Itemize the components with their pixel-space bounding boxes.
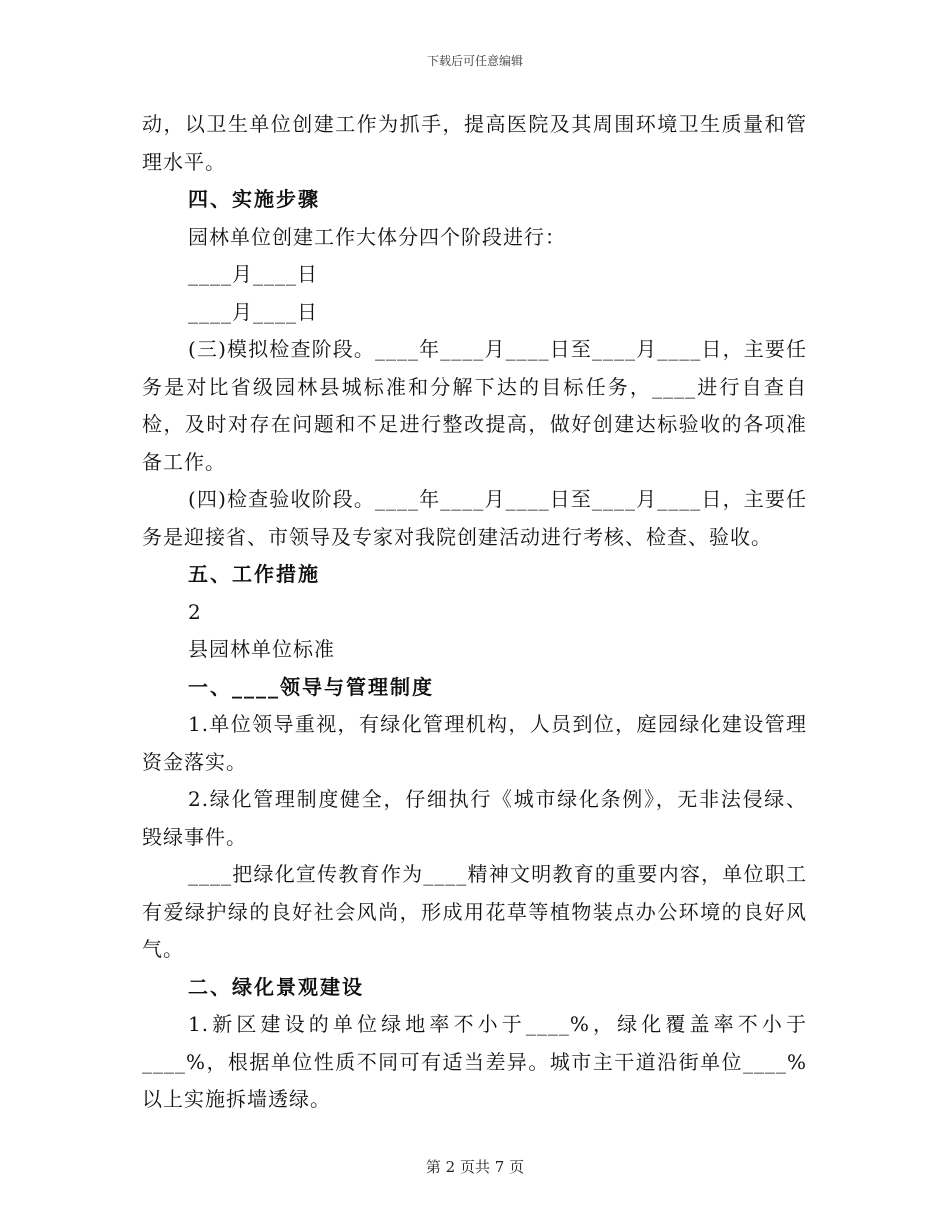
list-item-greenery-rate: 1.新区建设的单位绿地率不小于____%，绿化覆盖率不小于____%，根据单位性质不同可有适当差异。城市主干道沿街单位____%以上实施拆墙透绿。: [142, 1012, 807, 1111]
subtitle-standard: 县园林单位标准: [188, 637, 335, 661]
section-heading-landscape: 二、绿化景观建设: [188, 974, 364, 999]
document-body: [142, 106, 807, 1119]
section-heading-measures: 五、工作措施: [188, 562, 320, 586]
paragraph-number: 2: [188, 599, 202, 624]
paragraph-continuation: 动，以卫生单位创建工作为抓手，提高医院及其周围环境卫生质量和管理水平。: [142, 112, 807, 174]
section-heading-steps: 四、实施步骤: [188, 187, 320, 211]
paragraph-education: ____把绿化宣传教育作为____精神文明教育的重要内容，单位职工有爱绿护绿的良好社会风尚，形成用花草等植物装点办公环境的良好风气。: [142, 862, 807, 961]
paragraph-acceptance-inspection: (四)检查验收阶段。____年____月____日至____月____日，主要任务是迎接省、市领导及专家对我院创建活动进行考核、检查、验收。: [142, 487, 807, 549]
section-heading-leadership: 一、____领导与管理制度: [188, 674, 434, 699]
list-item-1: 1.单位领导重视，有绿化管理机构，人员到位，庭园绿化建设管理资金落实。: [142, 712, 807, 774]
list-item-2: 2.绿化管理制度健全，仔细执行《城市绿化条例》，无非法侵绿、毁绿事件。: [142, 787, 807, 849]
page-footer: 第 2 页共 7 页: [425, 1158, 525, 1176]
page-header: 下载后可任意编辑: [426, 54, 523, 68]
paragraph-stages-intro: 园林单位创建工作大体分四个阶段进行：: [188, 224, 566, 249]
date-line-1: ____月____日: [188, 262, 318, 286]
date-line-2: ____月____日: [188, 299, 318, 324]
paragraph-simulated-inspection: (三)模拟检查阶段。____年____月____日至____月____日，主要任务是对比省级园林县城标准和分解下达的目标任务，____进行自查自检，及时对存在问题和不足进行整改提高，做好创建达标验收的各项准备工作。: [142, 337, 807, 474]
